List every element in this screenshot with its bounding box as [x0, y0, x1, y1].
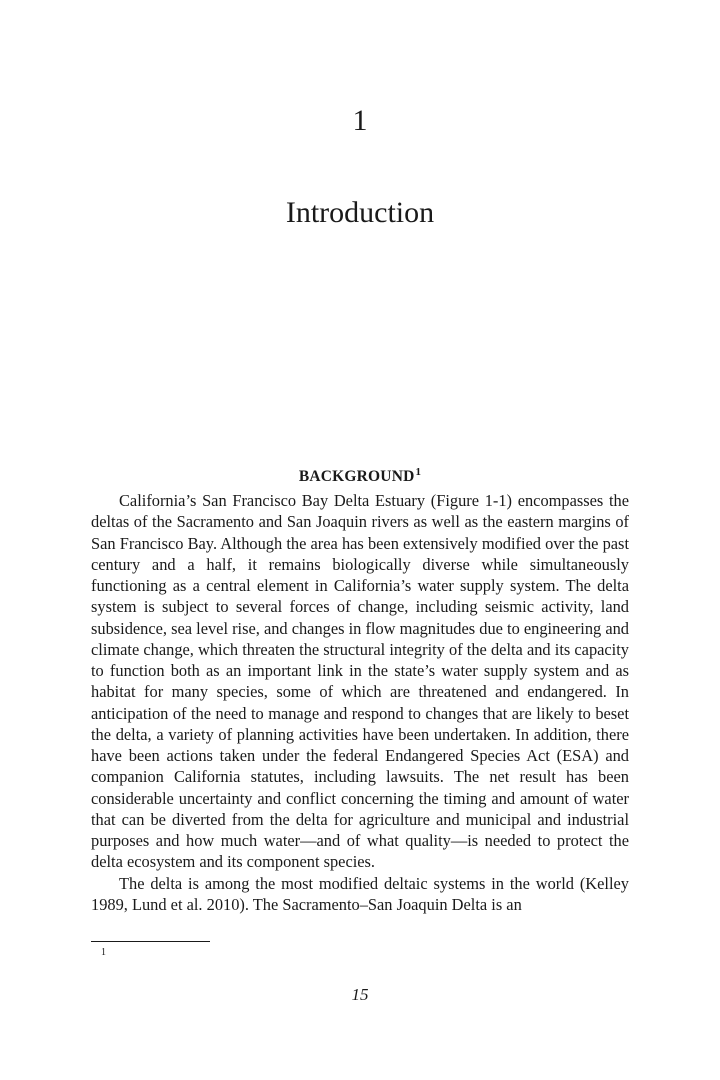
page-number: 15 — [351, 985, 369, 1004]
section-heading — [0, 462, 720, 487]
footnote-marker: 1 — [101, 947, 106, 958]
section-heading-text: BACKGROUND — [298, 468, 415, 485]
footnote-rule — [91, 941, 210, 942]
chapter-number: 1 — [352, 104, 368, 137]
paragraph-1: California’s San Francisco Bay Delta Estuary (Figure 1-1) encompasses the deltas of the Sacramento and San Joaquin rivers as well as the eastern margins of San Francisco Bay. Although the area has been extensively modified over the past century and a half, it remains biologically diverse while simultaneously functioning as a central element in California’s water supply system. The delta system is subject to several forces of change, including seismic activity, land subsidence, sea level rise, and changes in flow magnitudes due to engineering and climate change, which threaten the structural integrity of the delta and its capacity to function both as an important link in the state’s water supply system and as habitat for many species, some of which are threatened and endangered. In anticipation of the need to manage and respond to changes that are likely to beset the delta, a variety of planning activities have been undertaken. In addition, there have been actions taken under the federal Endangered Species Act (ESA) and companion California statutes, including lawsuits. The net result has been considerable uncertainty and conflict concerning the timing and amount of water that can be diverted from the delta for agriculture and municipal and industrial purposes and how much water—and of what quality—is needed to protect the delta ecosystem and its component species. — [91, 491, 629, 872]
chapter-title: Introduction — [285, 196, 435, 229]
body-text — [91, 490, 629, 915]
paragraph-2: The delta is among the most modified deltaic systems in the world (Kelley 1989, Lund et al. 2010). The Sacramento–San Joaquin Delta is an — [91, 873, 629, 914]
footnote-reference: 1 — [415, 466, 422, 478]
